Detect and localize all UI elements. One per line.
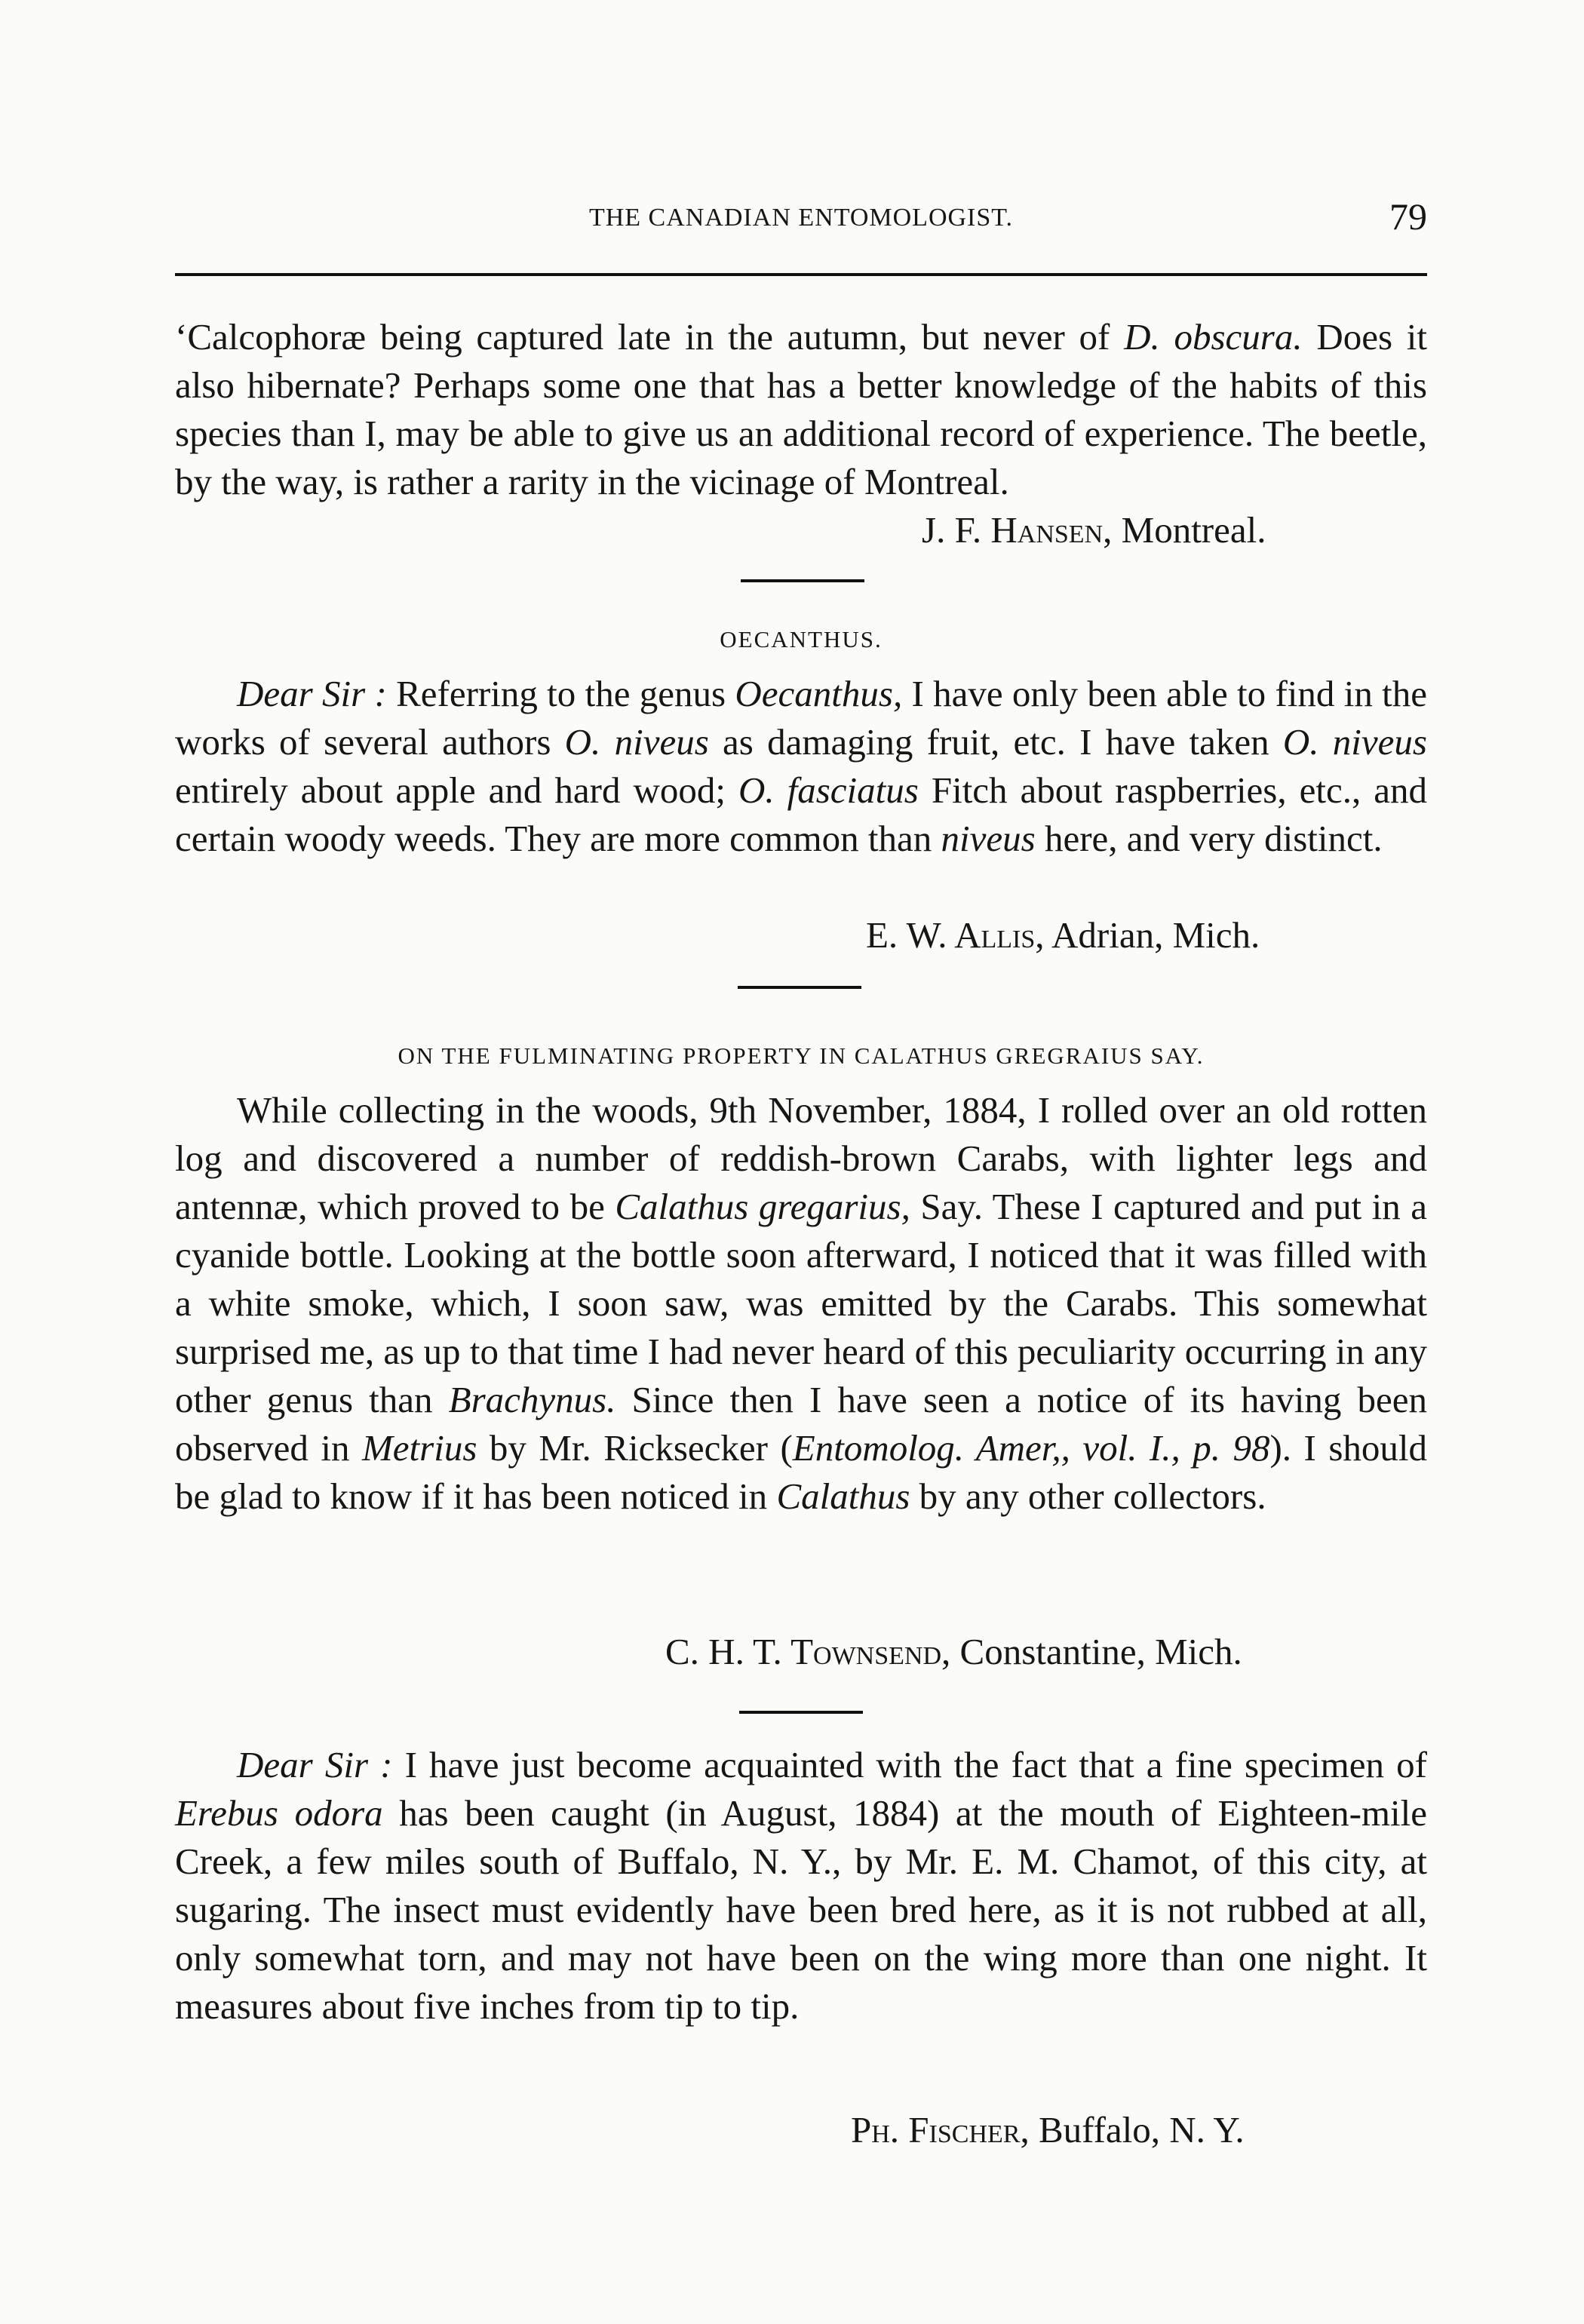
signature-hansen — [922, 506, 1266, 554]
signature-townsend — [665, 1628, 1242, 1676]
text-run: Since then I have seen a notice of its having been observed in — [175, 1379, 1428, 1469]
italic-run: Brachynus. — [448, 1379, 616, 1420]
text-run: by any other collectors. — [910, 1475, 1266, 1517]
text-run: ). I should be glad to know if it has been noticed in — [175, 1427, 1427, 1517]
signature-name: Ph. Fischer, — [851, 2109, 1030, 2151]
text-run: Does it also hibernate? Perhaps some one that has a better knowledge of the habits of this species than I, may be able to give us an additional record of experience. The beetle, by the way, is rather a rarity in the vicinage of Montreal. — [175, 316, 1427, 502]
text-run: Referring to the genus — [386, 673, 735, 714]
page-number: 79 — [1389, 195, 1427, 238]
text-run: here, and very distinct. — [1035, 818, 1383, 859]
italic-run: O. niveus — [1282, 721, 1427, 763]
italic-run: Calathus — [776, 1475, 910, 1517]
text-run: I have only been able to find in the works of several authors — [175, 673, 1427, 763]
signature-place: Adrian, Mich. — [1044, 914, 1260, 956]
section-title-fulminating: ON THE FULMINATING PROPERTY IN CALATHUS GREGRAIUS SAY. — [398, 1042, 1205, 1069]
signature-allis — [866, 911, 1260, 959]
signature-name: C. H. T. Townsend, — [665, 1631, 951, 1672]
salutation: Dear Sir : — [237, 673, 387, 714]
italic-run: D. obscura. — [1124, 316, 1303, 358]
signature-fischer — [851, 2106, 1245, 2154]
text-run: While collecting in the woods, 9th November, 1884, I rolled over an old rotten log and discovered a number of reddish-brown Carabs, with lighter legs and antennæ, which proved to be — [175, 1089, 1427, 1227]
text-run: has been caught (in August, 1884) at the mouth of Eighteen-mile Creek, a few miles south of Buffalo, N. Y., by Mr. E. M. Chamot, of this city, at sugaring. The insect must evidently have been bred here, as it is not rubbed at all, only somewhat torn, and may not have been on the wing more than one night. It measures about five inches from tip to tip. — [175, 1792, 1427, 2027]
section-divider — [741, 579, 864, 582]
section-4-text — [175, 1741, 1427, 2031]
paragraph — [175, 1741, 1427, 2031]
paragraph — [175, 670, 1427, 863]
italic-run: Metrius — [361, 1427, 477, 1469]
salutation: Dear Sir : — [237, 1744, 393, 1785]
page-header — [175, 189, 1427, 249]
text-run: as damaging fruit, etc. I have taken — [708, 721, 1283, 763]
italic-run: O. fasciatus — [738, 769, 919, 811]
signature-name: E. W. Allis, — [866, 914, 1045, 956]
italic-run: O. niveus — [564, 721, 709, 763]
text-run: Say. These I captured and put in a cyanide bottle. Looking at the bottle soon afterward, I noticed that it was filled with a white smoke, which, I soon saw, was emitted by the Carabs. This somewhat surprised me, as up to that time I had never heard of this peculiarity occurring in any other genus than — [175, 1186, 1427, 1420]
section-3-text — [175, 1086, 1427, 1521]
section-title-oecanthus: OECANTHUS. — [720, 626, 883, 652]
section-1-text — [175, 313, 1427, 506]
text-run: Fitch about raspberries, etc., and certain woody weeds. They are more common than — [175, 769, 1427, 859]
section-divider — [738, 986, 861, 989]
paragraph — [175, 313, 1427, 506]
italic-run: Erebus odora — [175, 1792, 383, 1834]
text-run: ‘Calcophoræ being captured late in the autumn, but never of — [175, 316, 1125, 358]
italic-run: niveus — [941, 818, 1036, 859]
signature-place: Constantine, Mich. — [950, 1631, 1242, 1672]
signature-place: Buffalo, N. Y. — [1029, 2109, 1245, 2151]
header-rule — [175, 273, 1427, 276]
text-run: I have just become acquainted with the fact that a fine specimen of — [392, 1744, 1427, 1785]
italic-run: Entomolog. Amer,, vol. I., p. 98 — [792, 1427, 1270, 1469]
running-title: THE CANADIAN ENTOMOLOGIST. — [588, 204, 1014, 232]
section-2-text — [175, 670, 1427, 863]
signature-place: Montreal. — [1112, 509, 1266, 551]
section-divider — [739, 1711, 863, 1714]
text-run: entirely about apple and hard wood; — [175, 769, 738, 811]
italic-run: Calathus gregarius, — [615, 1186, 910, 1227]
italic-run: Oecanthus, — [735, 673, 903, 714]
signature-name: J. F. Hansen, — [922, 509, 1113, 551]
text-run: by Mr. Ricksecker ( — [477, 1427, 793, 1469]
paragraph — [175, 1086, 1427, 1521]
